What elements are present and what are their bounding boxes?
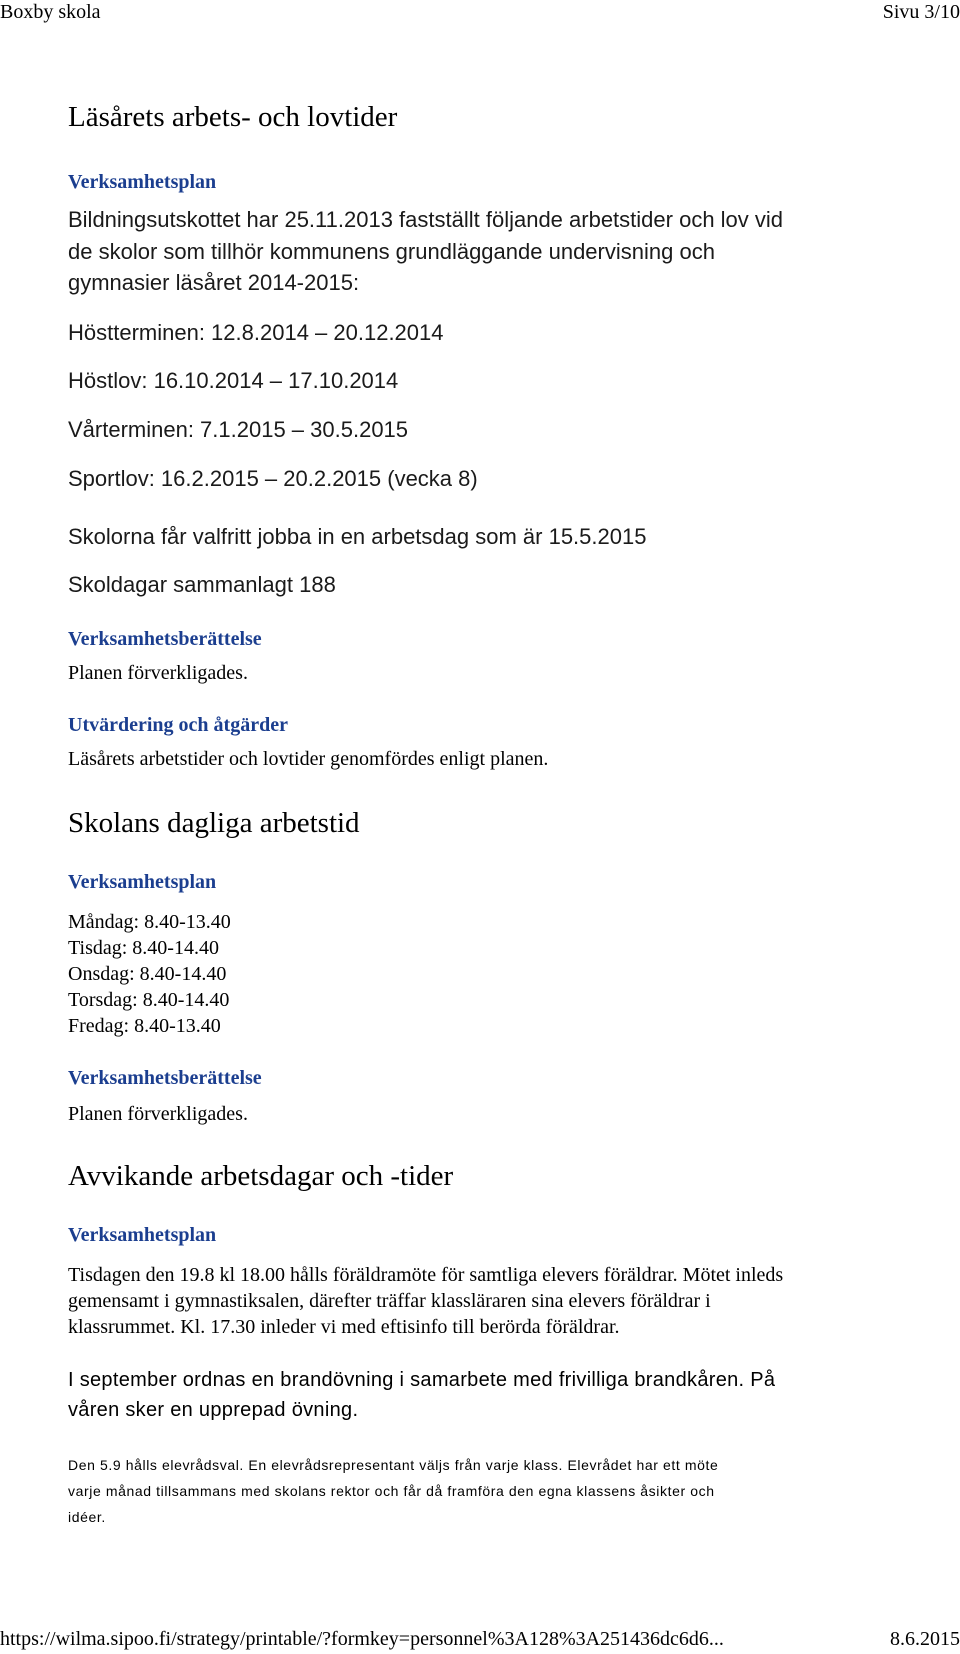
student-council-line-1: Den 5.9 hålls elevrådsval. En elevrådsrepresentant väljs från varje klass. Elevrådet har ett möte [68, 1457, 719, 1473]
parent-meeting-line-1: Tisdagen den 19.8 kl 18.00 hålls föräldramöte för samtliga elevers föräldrar. Mötet inleds [68, 1264, 784, 1286]
heading-verksamhetsplan-2: Verksamhetsplan [68, 871, 217, 893]
item-sport-break: Sportlov: 16.2.2015 – 20.2.2015 (vecka 8) [68, 466, 478, 491]
parent-meeting-line-3: klassrummet. Kl. 17.30 inleder vi med eftisinfo till berörda föräldrar. [68, 1316, 620, 1338]
section-title-deviating-days: Avvikande arbetsdagar och -tider [68, 1160, 454, 1192]
section-title-school-year: Läsårets arbets- och lovtider [68, 101, 398, 133]
page-header-page-number: Sivu 3/10 [882, 1, 960, 23]
intro-line-1: Bildningsutskottet har 25.11.2013 fastställt följande arbetstider och lov vid [68, 207, 784, 232]
intro-line-3: gymnasier läsåret 2014-2015: [68, 270, 360, 295]
fire-drill-line-2: våren sker en upprepad övning. [68, 1399, 359, 1421]
student-council-line-2: varje månad tillsammans med skolans rektor och får då framföra den egna klassens åsikter och [68, 1483, 715, 1499]
fire-drill-line-1: I september ordnas en brandövning i samarbete med frivilliga brandkåren. På [68, 1369, 776, 1391]
item-autumn-term: Höstterminen: 12.8.2014 – 20.12.2014 [68, 320, 444, 345]
evaluation-text: Läsårets arbetstider och lovtider genomfördes enligt planen. [68, 748, 549, 770]
report-text-1: Planen förverkligades. [68, 662, 248, 684]
day-wednesday: Onsdag: 8.40-14.40 [68, 963, 227, 985]
heading-verksamhetsberattelse-1: Verksamhetsberättelse [68, 628, 262, 650]
item-autumn-break: Höstlov: 16.10.2014 – 17.10.2014 [68, 368, 399, 393]
parent-meeting-line-2: gemensamt i gymnastiksalen, därefter träffar klassläraren sina elevers föräldrar i [68, 1290, 711, 1312]
item-spring-term: Vårterminen: 7.1.2015 – 30.5.2015 [68, 417, 409, 442]
heading-verksamhetsberattelse-2: Verksamhetsberättelse [68, 1067, 262, 1089]
section-title-daily-hours: Skolans dagliga arbetstid [68, 807, 360, 839]
report-text-2: Planen förverkligades. [68, 1103, 248, 1125]
student-council-line-3: idéer. [68, 1509, 106, 1525]
heading-utvardering: Utvärdering och åtgärder [68, 714, 288, 736]
item-school-days-total: Skoldagar sammanlagt 188 [68, 572, 336, 597]
item-workday-note: Skolorna får valfritt jobba in en arbetsdag som är 15.5.2015 [68, 524, 647, 549]
intro-line-2: de skolor som tillhör kommunens grundläggande undervisning och [68, 239, 715, 264]
heading-verksamhetsplan-1: Verksamhetsplan [68, 171, 217, 193]
page-footer-date: 8.6.2015 [890, 1628, 960, 1650]
day-monday: Måndag: 8.40-13.40 [68, 911, 231, 933]
daily-hours-list [68, 909, 231, 1039]
heading-verksamhetsplan-3: Verksamhetsplan [68, 1224, 217, 1246]
day-thursday: Torsdag: 8.40-14.40 [68, 989, 230, 1011]
page-header-school: Boxby skola [0, 1, 101, 23]
page-footer-url: https://wilma.sipoo.fi/strategy/printable/?formkey=personnel%3A128%3A251436dc6d6... [0, 1628, 724, 1650]
day-friday: Fredag: 8.40-13.40 [68, 1015, 221, 1037]
day-tuesday: Tisdag: 8.40-14.40 [68, 937, 219, 959]
